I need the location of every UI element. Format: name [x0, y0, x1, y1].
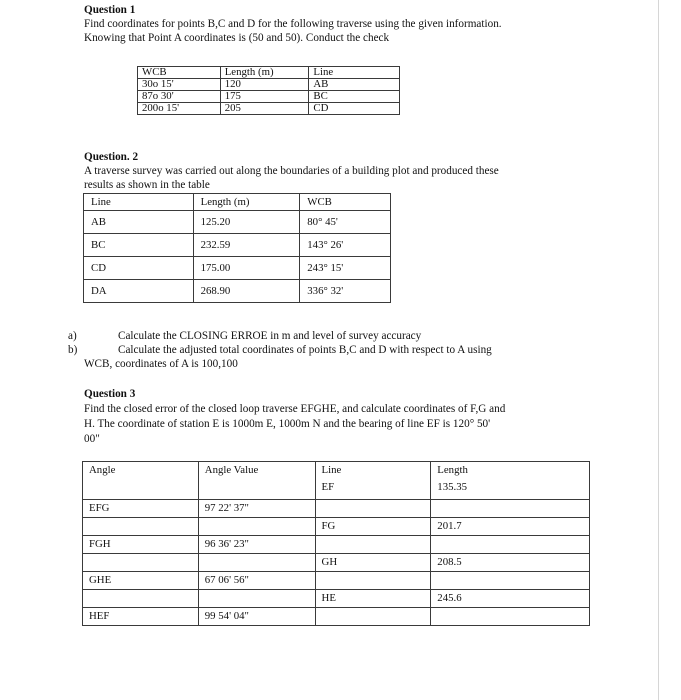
table-cell: 200o 15': [138, 103, 221, 115]
table-cell: FGH: [83, 536, 199, 554]
table-cell: [431, 500, 590, 518]
header-cell: Angle Value: [198, 462, 315, 500]
header-cell: Line: [84, 194, 194, 211]
q2-table: [83, 193, 391, 303]
table-cell: [315, 536, 431, 554]
header-cell: Angle: [83, 462, 199, 500]
q2-item-b-text: Calculate the adjusted total coordinates of points B,C and D with respect to A using: [118, 344, 492, 356]
header-cell: [431, 462, 590, 500]
table-cell: FG: [315, 518, 431, 536]
header-cell: Line: [309, 67, 400, 79]
q1-heading: Question 1: [84, 4, 136, 16]
table-cell: 243° 15': [300, 257, 391, 280]
table-cell: 208.5: [431, 554, 590, 572]
table-row: [83, 572, 590, 590]
table-cell: 96 36' 23": [198, 536, 315, 554]
table-cell: 143° 26': [300, 234, 391, 257]
table-cell: [83, 590, 199, 608]
table-row: [84, 257, 391, 280]
table-cell: 80° 45': [300, 211, 391, 234]
q2-text-line1: A traverse survey was carried out along the boundaries of a building plot and produced these: [84, 165, 499, 177]
table-cell: [315, 608, 431, 626]
table-cell: 125.20: [193, 211, 300, 234]
table-row: [83, 608, 590, 626]
length-value: 135.35: [437, 481, 467, 493]
table-row: [83, 590, 590, 608]
table-row: [138, 91, 400, 103]
table-cell: [198, 518, 315, 536]
table-cell: [198, 590, 315, 608]
table-cell: [198, 554, 315, 572]
table-row: [83, 554, 590, 572]
table-cell: AB: [309, 79, 400, 91]
table-cell: [431, 572, 590, 590]
table-cell: GHE: [83, 572, 199, 590]
table-cell: CD: [84, 257, 194, 280]
q3-text-line2: H. The coordinate of station E is 1000m E, 1000m N and the bearing of line EF is 120° 50': [84, 418, 491, 430]
table-cell: 67 06' 56": [198, 572, 315, 590]
table-header-row: [83, 462, 590, 500]
table-cell: [431, 536, 590, 554]
header-label: Line: [321, 464, 342, 476]
table-cell: HEF: [83, 608, 199, 626]
table-cell: 87o 30': [138, 91, 221, 103]
q1-table: [137, 66, 400, 115]
table-cell: HE: [315, 590, 431, 608]
table-cell: 268.90: [193, 280, 300, 303]
table-cell: 336° 32': [300, 280, 391, 303]
header-cell: Length (m): [193, 194, 300, 211]
line-value: EF: [321, 481, 335, 493]
q2-item-a-marker: a): [68, 330, 77, 342]
q3-text-line1: Find the closed error of the closed loop traverse EFGHE, and calculate coordinates of F,G and: [84, 403, 506, 415]
table-cell: DA: [84, 280, 194, 303]
table-cell: 97 22' 37": [198, 500, 315, 518]
table-row: [83, 518, 590, 536]
table-cell: AB: [84, 211, 194, 234]
table-header-row: [138, 67, 400, 79]
table-row: [83, 500, 590, 518]
q3-table: [82, 461, 590, 626]
table-cell: CD: [309, 103, 400, 115]
q2-heading: Question. 2: [84, 151, 139, 163]
table-cell: [83, 554, 199, 572]
q1-text-line1: Find coordinates for points B,C and D for the following traverse using the given information.: [84, 18, 502, 30]
table-row: [138, 79, 400, 91]
table-row: [138, 103, 400, 115]
table-cell: 232.59: [193, 234, 300, 257]
table-cell: 30o 15': [138, 79, 221, 91]
table-cell: [315, 572, 431, 590]
table-cell: 175.00: [193, 257, 300, 280]
header-cell: Length (m): [220, 67, 309, 79]
q3-text-line3: 00": [84, 433, 100, 445]
q1-text-line2: Knowing that Point A coordinates is (50 and 50). Conduct the check: [84, 32, 390, 44]
table-cell: 99 54' 04": [198, 608, 315, 626]
table-cell: [431, 608, 590, 626]
table-cell: BC: [84, 234, 194, 257]
q3-heading: Question 3: [84, 388, 136, 400]
table-cell: EFG: [83, 500, 199, 518]
table-row: [84, 211, 391, 234]
table-cell: 201.7: [431, 518, 590, 536]
q2-item-b-continuation: WCB, coordinates of A is 100,100: [84, 358, 238, 370]
q2-text-line2: results as shown in the table: [84, 179, 210, 191]
q2-item-a-text: Calculate the CLOSING ERROE in m and level of survey accuracy: [118, 330, 422, 342]
table-cell: 245.6: [431, 590, 590, 608]
table-row: [84, 234, 391, 257]
table-row: [83, 536, 590, 554]
table-cell: [83, 518, 199, 536]
header-cell: WCB: [138, 67, 221, 79]
table-header-row: [84, 194, 391, 211]
header-cell: WCB: [300, 194, 391, 211]
header-label: Length: [437, 464, 468, 476]
table-cell: 120: [220, 79, 309, 91]
page-border: [658, 0, 659, 700]
table-cell: [315, 500, 431, 518]
table-cell: 175: [220, 91, 309, 103]
table-cell: 205: [220, 103, 309, 115]
header-cell: [315, 462, 431, 500]
q2-item-b-marker: b): [68, 344, 78, 356]
table-row: [84, 280, 391, 303]
table-cell: GH: [315, 554, 431, 572]
table-cell: BC: [309, 91, 400, 103]
